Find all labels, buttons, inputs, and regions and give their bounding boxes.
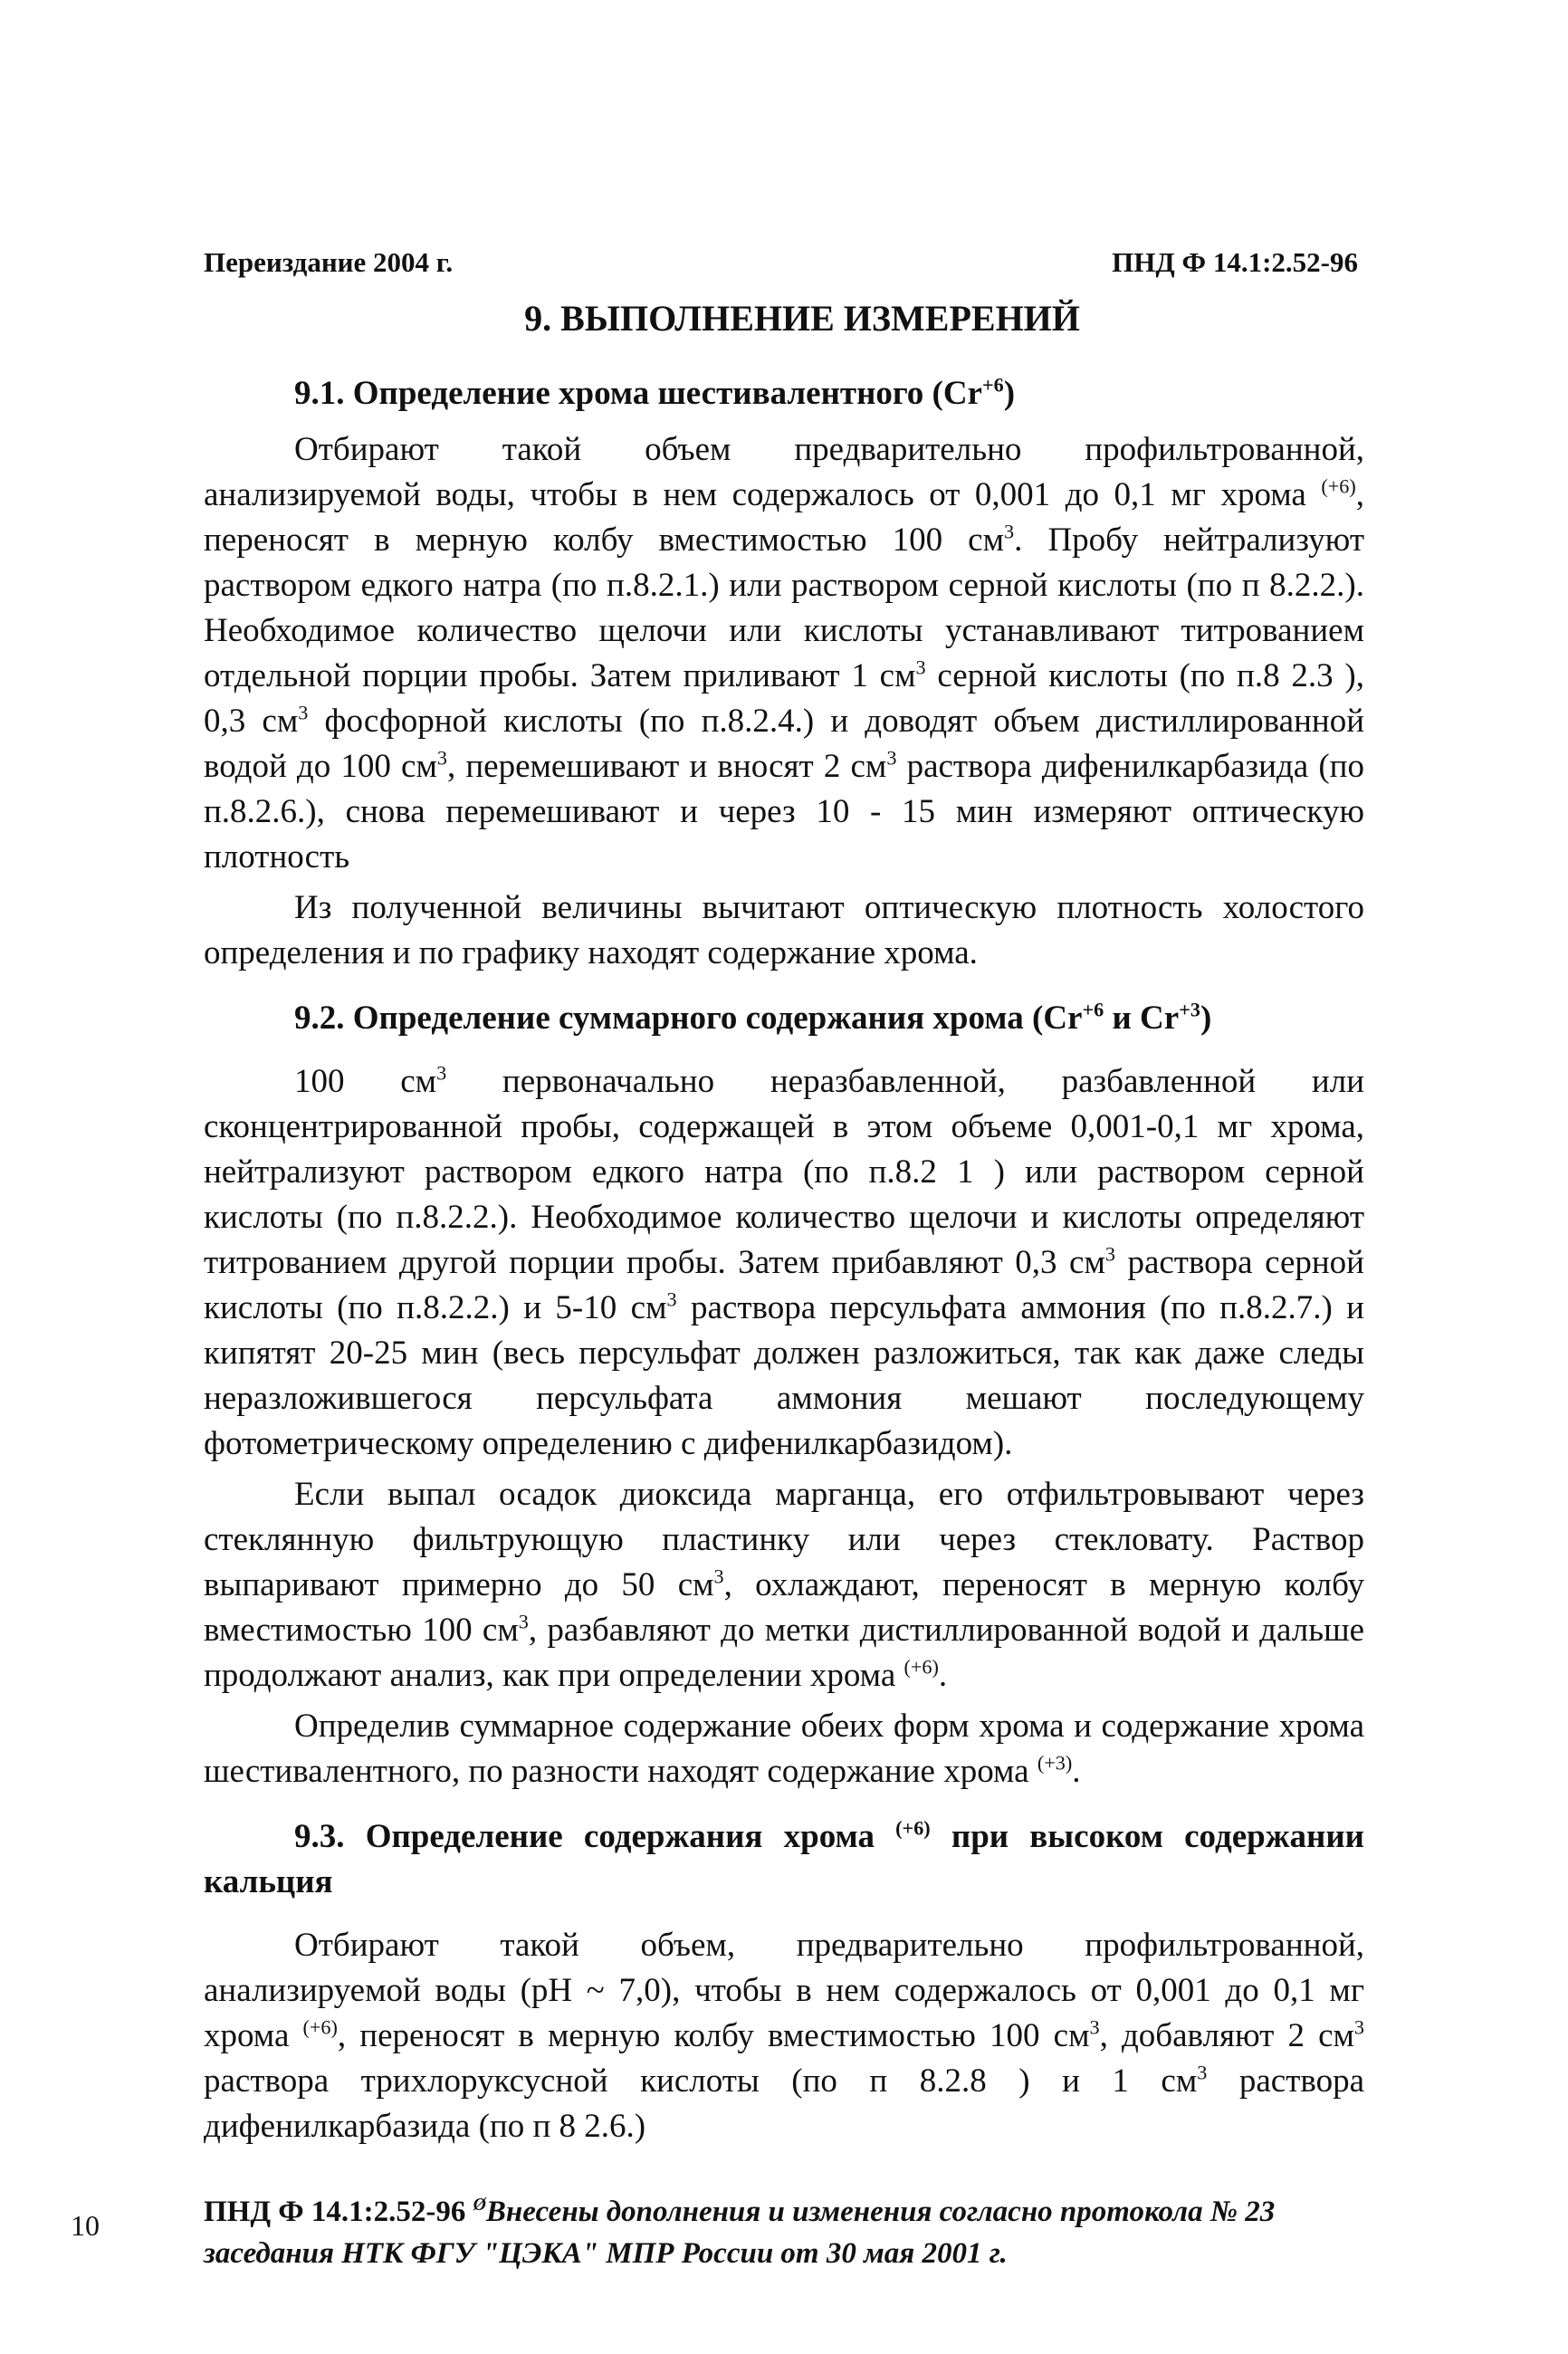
- text-run: раствора дифенилкарбазида (по п.8.2.6.), снова перемешивают и через 10 - 15 мин измеряют оптическую плотность: [204, 748, 1364, 876]
- document-body: [204, 371, 1364, 2149]
- superscript: 3: [298, 701, 309, 724]
- paragraph-9-1-b: Из полученной величины вычитают оптическую плотность холостого определения и по графику находят содержание хрома.: [204, 889, 1364, 971]
- footnote-text: Внесены дополнения и изменения согласно протокола № 23 заседания НТК ФГУ "ЦЭКА" МПР России от 30 мая 2001 г.: [204, 2196, 1276, 2270]
- text-run: Отбирают такой объем предварительно профильтрованной, анализируемой воды, чтобы в нем содержалось от 0,001 до 0,1 мг хрома: [204, 431, 1364, 513]
- edition-note: Переиздание 2004 г.: [204, 246, 454, 278]
- text-run: , разбавляют до метки дистиллированной водой и дальше продолжают анализ, как при определении хрома: [204, 1612, 1364, 1694]
- title-text: и Cr: [1104, 1000, 1180, 1037]
- text-run: раствора персульфата аммония (по п.8.2.7.) и кипятят 20-25 мин (весь персульфат должен разложиться, так как даже следы неразложившегося персульфата аммония мешают последующему фотометрическому определению с дифенилкарбазидом).: [204, 1289, 1364, 1462]
- superscript: (+6): [1321, 474, 1356, 498]
- text-run: раствора трихлоруксусной кислоты (по п 8.2.8 ) и 1 см: [204, 2062, 1198, 2100]
- text-run: раствора дифенилкарбазида (по п 8 2.6.): [204, 2062, 1365, 2145]
- title-text: ): [1200, 1000, 1212, 1037]
- running-header: [204, 246, 1358, 279]
- text-run: . Пробу нейтрализуют раствором едкого натра (по п.8.2.1.) или раствором серной кислоты (по п 8.2.2.). Необходимое количество щелочи или кислоты устанавливают титрованием отдельной порции пробы. Затем приливают 1 см: [204, 522, 1364, 694]
- title-text: при высоком содержании кальция: [204, 1818, 1364, 1900]
- paragraph-9-2-a: [204, 1059, 1364, 1467]
- page-number: 10: [71, 2209, 100, 2242]
- title-text: 9.2. Определение суммарного содержания хрома (Cr: [294, 1000, 1083, 1037]
- paragraph-9-1-a: [204, 427, 1364, 880]
- footnote-mark: Ø: [473, 2195, 486, 2215]
- text-run: , переносят в мерную колбу вместимостью 100 см: [204, 476, 1364, 559]
- subsection-title-9-1: [204, 371, 1364, 416]
- superscript: 3: [915, 655, 926, 679]
- superscript: 3: [1353, 2015, 1365, 2039]
- text-run: фосфорной кислоты (по п.8.2.4.) и доводят объем дистиллированной водой до 100 см: [204, 703, 1364, 785]
- title-text: ): [1003, 375, 1016, 412]
- title-text: 9.3. Определение содержания хрома: [294, 1818, 896, 1855]
- superscript: 3: [666, 1287, 677, 1311]
- text-run: Определив суммарное содержание обеих форм хрома и содержание хрома шестивалентного, по разности находят содержание хрома: [204, 1708, 1364, 1790]
- footnote-reference: ПНД Ф 14.1:2.52-96: [204, 2196, 473, 2228]
- superscript: 3: [1089, 2015, 1100, 2039]
- text-run: , переносят в мерную колбу вместимостью 100 см: [337, 2017, 1090, 2054]
- superscript: 3: [1004, 520, 1015, 543]
- superscript: (+6): [302, 2015, 338, 2039]
- superscript: 3: [1197, 2061, 1208, 2084]
- superscript: +6: [981, 373, 1004, 397]
- text-run: , перемешивают и вносят 2 см: [446, 748, 887, 785]
- superscript: (+6): [895, 1816, 931, 1840]
- superscript: 3: [1104, 1242, 1115, 1266]
- superscript: 3: [518, 1610, 529, 1633]
- superscript: +6: [1082, 998, 1104, 1021]
- text-run: первоначально неразбавленной, разбавленной или сконцентрированной пробы, содержащей в этом объеме 0,001-0,1 мг хрома, нейтрализуют раствором едкого натра (по п.8.2 1 ) или раствором серной кислоты (по п.8.2.2.). Необходимое количество щелочи и кислоты определяют титрованием другой порции пробы. Затем прибавляют 0,3 см: [204, 1063, 1364, 1281]
- subsection-title-9-3: [204, 1814, 1364, 1905]
- text-run: раствора серной кислоты (по п.8.2.2.) и 5-10 см: [204, 1244, 1364, 1326]
- text-run: , охлаждают, переносят в мерную колбу вместимостью 100 см: [204, 1566, 1364, 1649]
- superscript: 3: [886, 746, 897, 770]
- superscript: 3: [436, 1061, 447, 1085]
- superscript: 3: [436, 746, 447, 770]
- text-run: Если выпал осадок диоксида марганца, его отфильтровывают через стеклянную фильтрующую пластинку или через стекловату. Раствор выпаривают примерно до 50 см: [204, 1476, 1364, 1603]
- superscript: (+6): [904, 1655, 939, 1679]
- text-run: серной кислоты (по п.8 2.3 ), 0,3 см: [204, 657, 1364, 740]
- footnote: [204, 2191, 1372, 2274]
- text-run: 100 см: [294, 1063, 437, 1100]
- title-text: 9.1. Определение хрома шестивалентного (Cr: [294, 375, 982, 412]
- paragraph-9-2-b: [204, 1472, 1364, 1699]
- text-run: Отбирают такой объем, предварительно профильтрованной, анализируемой воды (рН ~ 7,0), чтобы в нем содержалось от 0,001 до 0,1 мг хрома: [204, 1927, 1364, 2054]
- superscript: 3: [713, 1565, 724, 1588]
- text-run: .: [1072, 1753, 1081, 1790]
- paragraph-9-3-a: [204, 1923, 1364, 2149]
- section-title: 9. ВЫПОЛНЕНИЕ ИЗМЕРЕНИЙ: [524, 298, 1080, 339]
- superscript: (+3): [1037, 1751, 1073, 1775]
- paragraph-9-2-c: [204, 1704, 1364, 1794]
- document-code: ПНД Ф 14.1:2.52-96: [1112, 246, 1358, 278]
- superscript: +3: [1179, 998, 1200, 1021]
- text-run: .: [938, 1657, 948, 1694]
- subsection-title-9-2: [204, 996, 1364, 1041]
- text-run: , добавляют 2 см: [1099, 2017, 1354, 2054]
